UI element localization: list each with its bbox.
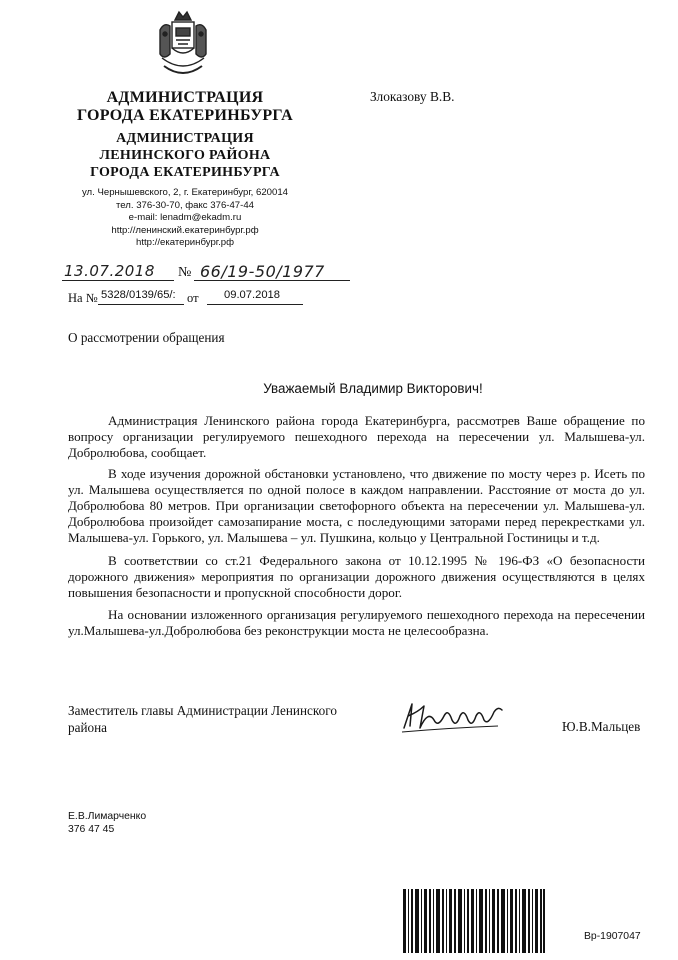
coat-of-arms-icon [152, 10, 214, 82]
handwritten-signature [398, 698, 508, 734]
contacts-block [60, 187, 310, 250]
org-line-1: АДМИНИСТРАЦИЯ [106, 89, 264, 106]
number-label: № [178, 265, 192, 280]
greeting: Уважаемый Владимир Викторович! [263, 381, 483, 396]
reference-label: На № [68, 291, 98, 305]
paragraph: В соответствии со ст.21 Федерального закона от 10.12.1995 № 196-ФЗ «О безопасности дорожного движения» мероприятия по организации дорожного движения осуществляются в целях повышения безопасности и пропускной способности дорог. [68, 552, 645, 601]
barcode-icon [403, 889, 545, 953]
subject: О рассмотрении обращения [68, 330, 225, 345]
letter-body [68, 413, 645, 644]
executor-block [68, 810, 146, 836]
paragraph: На основании изложенного организация регулируемого пешеходного перехода на пересечении ул.Малышева-ул.Добролюбова без реконструкции моста не целесообразна. [68, 607, 645, 639]
sub-line-1: АДМИНИСТРАЦИЯ [116, 131, 254, 146]
barcode-number: Вр-1907047 [584, 931, 641, 942]
organization-name [60, 89, 310, 125]
url-2: http://екатеринбург.рф [135, 237, 234, 249]
reference-date: 09.07.2018 [224, 289, 280, 301]
executor-phone: 376 47 45 [68, 824, 115, 835]
registration-number: 66/19-50/1977 [200, 262, 325, 281]
paragraph: В ходе изучения дорожной обстановки установлено, что движение по мосту через р. Исеть по ул. Малышева осуществляется по одной полосе в каждом направлении. Расстояние от моста до ул. Добролюбова 80 метров. При организации светофорного объекта на пересечении ул. Малышева-ул. Добролюбова произойдет самозапирание моста, с последующими заторами перед перекрестками ул. Малышева-ул. Горького, ул. Малышева – ул. Пушкина, кольцо у Центральной Гостиницы и т.д. [68, 465, 645, 546]
sub-organization-name [70, 130, 300, 181]
email: e-mail: lenadm@ekadm.ru [128, 212, 242, 224]
addressee: Злоказову В.В. [370, 89, 455, 104]
reference-from-label: от [187, 291, 199, 305]
org-line-2: ГОРОДА ЕКАТЕРИНБУРГА [76, 107, 294, 124]
reference-underline [98, 304, 184, 305]
reference-date-underline [207, 304, 303, 305]
date-underline [62, 280, 174, 281]
registration-date: 13.07.2018 [64, 262, 155, 280]
paragraph: Администрация Ленинского района города Екатеринбурга, рассмотрев Ваше обращение по вопросу организации регулируемого пешеходного перехода на пересечении ул. Малышева-ул. Добролюбова, сообщает. [68, 413, 645, 461]
reference-number: 5328/0139/65/: [101, 289, 176, 301]
address: ул. Чернышевского, 2, г. Екатеринбург, 620014 [81, 187, 289, 198]
sub-line-3: ГОРОДА ЕКАТЕРИНБУРГА [90, 165, 280, 180]
signatory-name: Ю.В.Мальцев [562, 719, 641, 734]
sub-line-2: ЛЕНИНСКОГО РАЙОНА [99, 148, 271, 163]
number-underline [194, 280, 350, 281]
phone: тел. 376-30-70, факс 376-47-44 [115, 199, 255, 211]
signatory-title: Заместитель главы Администрации Ленинского района [68, 703, 337, 735]
executor-name: Е.В.Лимарченко [68, 811, 147, 822]
url-1: http://ленинский.екатеринбург.рф [111, 224, 259, 236]
